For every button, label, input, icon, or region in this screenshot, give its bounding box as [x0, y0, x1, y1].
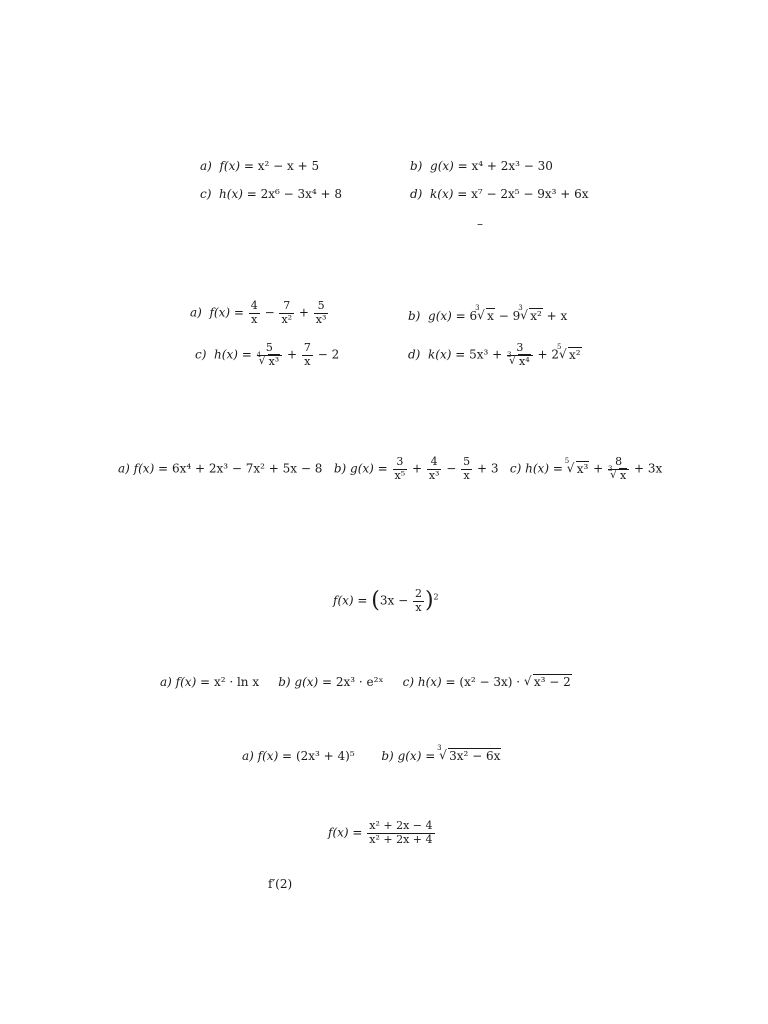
problem-4: f(x) = (3x − $\frac{2}{x}$ )$^2$	[333, 587, 439, 614]
problem-1a: a) f(x) = x² − x + 5	[200, 159, 320, 173]
problem-3: a) f(x) = 6x⁴ + 2x³ − 7x² + 5x − 8 b) g(x) = $\frac{3}{\text{x⁵}}$ + $\frac{4}{\text{x³}}$ − $\frac{5}{x}$ + 3 c) h(x) = √ 5 x³ + 8 √ 3 x + 3x	[118, 456, 662, 482]
problem-7: f(x) = $\frac{\text{x² + 2x − 4}}{\text{x² + 2x + 4}}$	[328, 819, 433, 846]
problem-6: a) f(x) = (2x³ + 4)⁵ b) g(x) = √ 3 3x² − 6x	[242, 750, 501, 762]
stray-dash: –	[477, 217, 483, 231]
problem-1b: b) g(x) = x⁴ + 2x³ − 30	[410, 159, 553, 173]
problem-1c: c) h(x) = 2x⁶ − 3x⁴ + 8	[200, 187, 343, 201]
problem-1d: d) k(x) = x⁷ − 2x⁵ − 9x³ + 6x	[410, 187, 589, 201]
problem-2d: d) k(x) = 5x³ + 3 √ 3 x⁴ + 2 √ 5 x²	[408, 342, 582, 368]
problem-5: a) f(x) = x² · ln x b) g(x) = 2x³ · e²ˣ c) h(x) = (x² − 3x) · √ x³ − 2	[160, 676, 572, 688]
problem-2a: a) f(x) = $\frac{4}{x}$ − $\frac{7}{\text{x²}}$ + $\frac{5}{\text{x³}}$	[190, 299, 327, 326]
problem-7-eval: f′(2)	[268, 877, 293, 891]
problem-2c: c) h(x) = 5 √ 4 x³ + $\frac{7}{x}$ − 2	[195, 342, 339, 368]
problem-2b: b) g(x) = 6 √ 3 x − 9 √ 3 x² + x	[408, 310, 567, 322]
